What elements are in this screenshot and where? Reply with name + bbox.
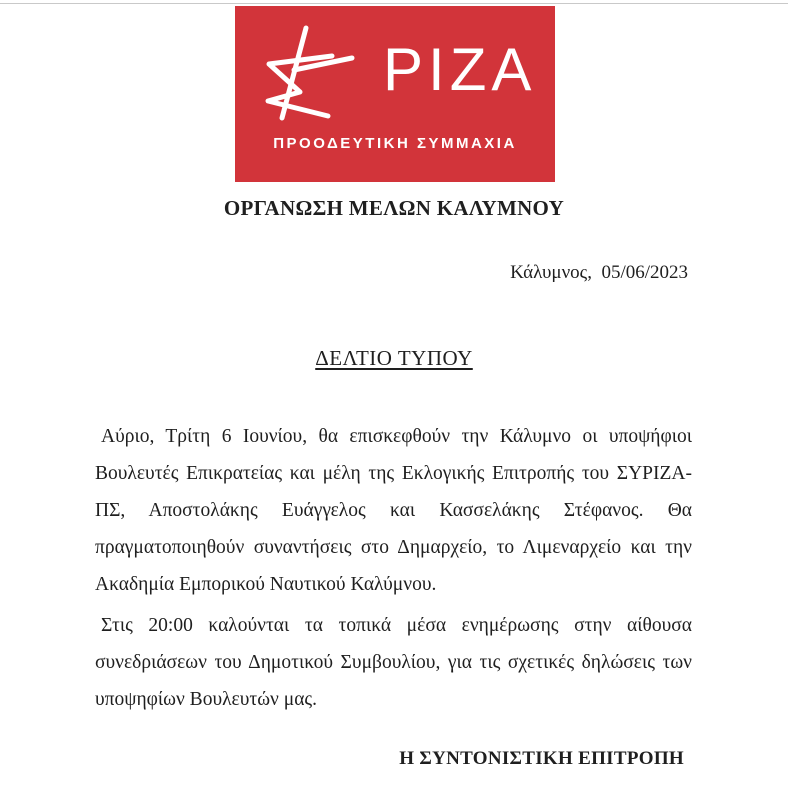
organization-heading: ΟΡΓΑΝΩΣΗ ΜΕΛΩΝ ΚΑΛΥΜΝΟΥ: [223, 196, 565, 220]
signature-line: Η ΣΥΝΤΟΝΙΣΤΙΚΗ ΕΠΙΤΡΟΠΗ: [399, 748, 684, 769]
logo-subtitle: ΠΡΟΟΔΕΥΤΙΚΗ ΣΥΜΜΑΧΙΑ: [273, 135, 517, 152]
document-title: [0, 346, 788, 371]
window-top-edge-line: [0, 3, 788, 4]
document-body: [95, 418, 692, 722]
body-paragraph-2: Στις 20:00 καλούνται τα τοπικά μέσα ενημέρωσης στην αίθουσα συνεδριάσεων του Δημοτικού Συμβουλίου, για τις σχετικές δηλώσεις των υποψηφίων Βουλευτών μας.: [95, 615, 692, 710]
document-title-text: ΔΕΛΤΙΟ ΤΥΠΟΥ: [315, 346, 473, 370]
logo-wordmark-letters: ΡΙΖΑ: [383, 36, 537, 103]
syriza-star-icon: [249, 16, 377, 140]
syriza-logo: [235, 6, 555, 182]
dateline: Κάλυμνος, 05/06/2023: [510, 262, 688, 283]
body-paragraph-1: Αύριο, Τρίτη 6 Ιουνίου, θα επισκεφθούν την Κάλυμνο οι υποψήφιοι Βουλευτές Επικρατείας και μέλη της Εκλογικής Επιτροπής του ΣΥΡΙΖΑ-ΠΣ, Αποστολάκης Ευάγγελος και Κασσελάκης Στέφανος. Θα πραγματοποιηθούν συναντήσεις στο Δημαρχείο, το Λιμεναρχείο και την Ακαδημία Εμπορικού Ναυτικού Καλύμνου.: [95, 426, 692, 595]
